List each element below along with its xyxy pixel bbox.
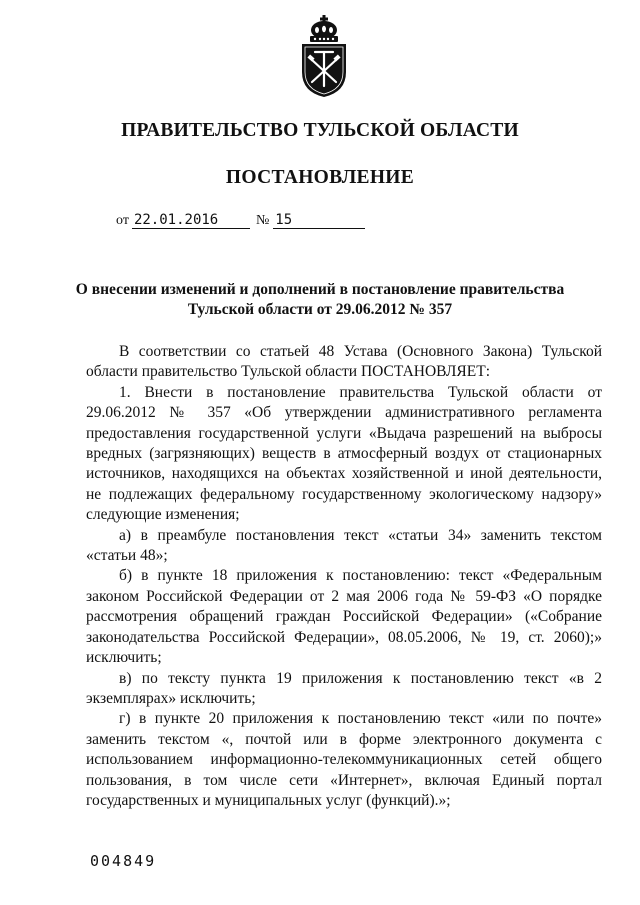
document-type: ПОСТАНОВЛЕНИЕ [225,167,415,188]
document-body [86,342,602,811]
number-label: № [255,213,270,228]
government-title: ПРАВИТЕЛЬСТВО ТУЛЬСКОЙ ОБЛАСТИ [121,120,519,141]
document-date: 22.01.2016 [132,212,250,229]
heading-line-2: Тульской области от 29.06.2012 № 357 [187,301,453,318]
paragraph-item-a: а) в преамбуле постановления текст «статьи 34» заменить текстом «статьи 48»; [86,526,602,565]
paragraph-item-g: г) в пункте 20 приложения к постановлению текст «или по почте» заменить текстом «, почтой или в форме электронного документа с использованием информационно-телекоммуникационных сетей общего пользования, в том числе сети «Интернет», включая Единый портал государственных и муниципальных услуг (функций).»; [86,710,602,809]
document-heading [60,280,580,320]
date-number-line [116,212,365,229]
paragraph-item-b: б) в пункте 18 приложения к постановлению: текст «Федеральным законом Российской Федерации от 2 мая 2006 года № 59-ФЗ «О порядке рассмотрения обращений граждан Российской Федерации» («Собрание законодательства Российской Федерации», 08.05.2006, № 19, ст. 2060);» исключить; [86,567,602,667]
paragraph-preamble: В соответствии со статьей 48 Устава (Основного Закона) Тульской области правительство Тульской области ПОСТАНОВЛЯЕТ: [86,343,602,381]
serial-number: 004849 [90,852,157,870]
tula-coat-of-arms-icon [296,12,352,98]
date-label: от [116,213,129,228]
paragraph-item-v: в) по тексту пункта 19 приложения к постановлению текст «в 2 экземплярах» исключить; [86,669,602,707]
paragraph-item-1: 1. Внести в постановление правительства Тульской области от 29.06.2012 № 357 «Об утверждении административного регламента предоставления государственной услуги «Выдача разрешений на выбросы вредных (загрязняющих) веществ в атмосферный воздух от стационарных источников, находящихся на объектах хозяйственной и иной деятельности, не подлежащих федеральному государственному экологическому надзору» следующие изменения; [86,383,602,524]
heading-line-1: О внесении изменений и дополнений в постановление правительства [75,281,565,298]
document-number: 15 [273,212,365,229]
